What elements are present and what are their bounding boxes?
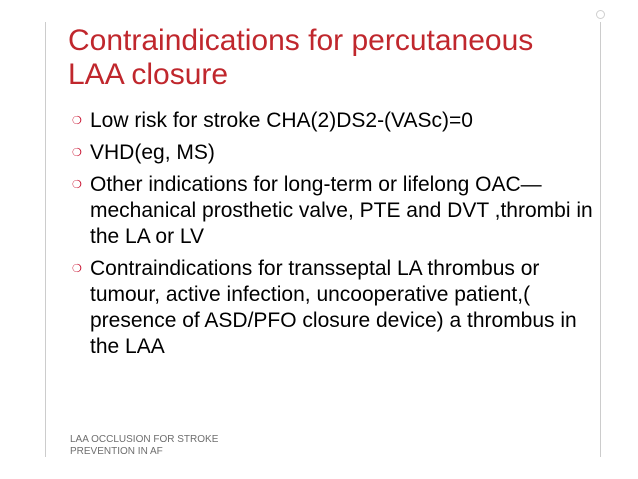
bullet-item	[70, 172, 595, 250]
bullet-list	[70, 108, 595, 366]
bullet-text: Other indications for long-term or lifelong OAC—mechanical prosthetic valve, PTE and DVT ,thrombi in the LA or LV	[90, 173, 593, 248]
bullet-marker-icon: ❍	[72, 115, 82, 127]
bullet-item	[70, 256, 595, 360]
bullet-item	[70, 140, 595, 166]
bullet-text: Contraindications for transseptal LA thrombus or tumour, active infection, uncooperative patient,( presence of ASD/PFO closure device) a thrombus in the LAA	[90, 257, 577, 358]
bullet-item	[70, 108, 595, 134]
bullet-text: VHD(eg, MS)	[90, 141, 215, 164]
slide-frame-right-line	[600, 22, 601, 457]
footer-line: PREVENTION IN AF	[70, 446, 163, 457]
bullet-marker-icon: ❍	[72, 179, 82, 191]
slide-frame-left-line	[45, 22, 46, 457]
footer-line: LAA OCCLUSION FOR STROKE	[70, 434, 219, 445]
slide-footer	[70, 434, 290, 458]
corner-circle-icon	[596, 10, 605, 19]
slide-title: Contraindications for percutaneous LAA closure	[68, 24, 534, 91]
bullet-marker-icon: ❍	[72, 263, 82, 275]
bullet-marker-icon: ❍	[72, 147, 82, 159]
bullet-text: Low risk for stroke CHA(2)DS2-(VASc)=0	[90, 109, 473, 132]
